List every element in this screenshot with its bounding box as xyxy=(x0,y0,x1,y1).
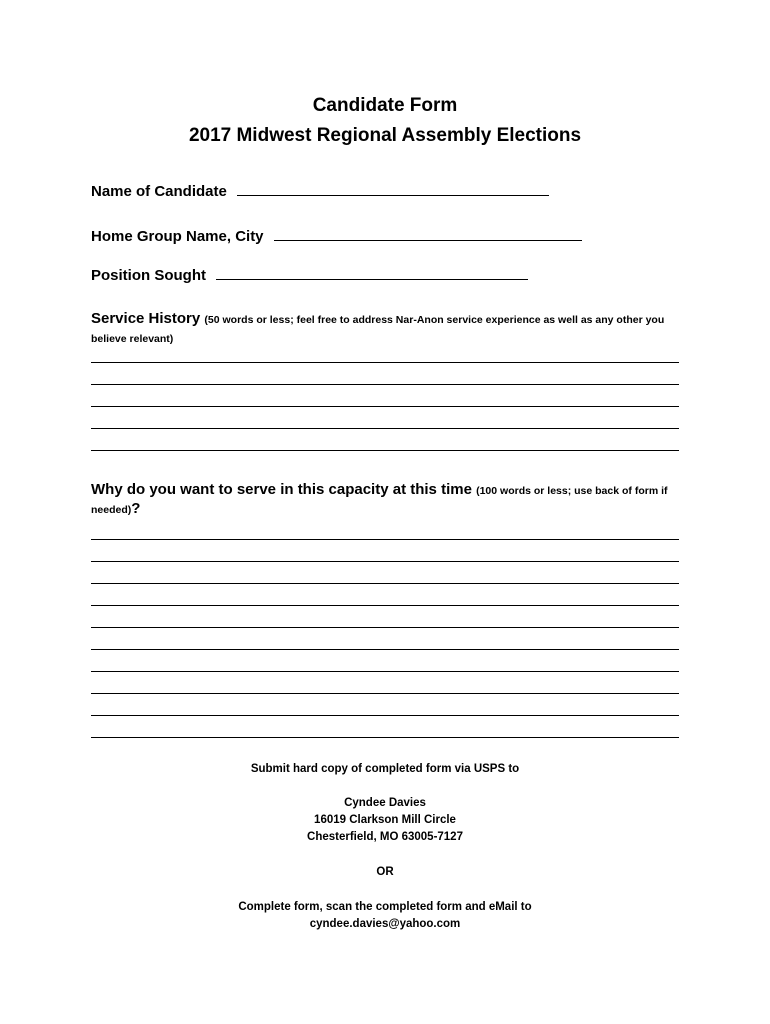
home-group-label: Home Group Name, City xyxy=(91,228,264,245)
why-serve-line[interactable] xyxy=(91,693,679,694)
service-history-line[interactable] xyxy=(91,362,679,363)
home-group-blank[interactable] xyxy=(274,226,582,241)
form-subtitle: 2017 Midwest Regional Assembly Elections xyxy=(188,125,582,146)
service-history-heading xyxy=(91,310,681,348)
why-serve-line[interactable] xyxy=(91,539,679,540)
home-group-field xyxy=(91,226,582,245)
position-sought-field xyxy=(91,265,528,284)
recipient-name: Cyndee Davies xyxy=(344,797,426,809)
why-serve-heading xyxy=(91,481,681,519)
service-history-note: (50 words or less; feel free to address Nar-Anon service experience as well as any other you believe relevant) xyxy=(91,314,665,345)
why-serve-line[interactable] xyxy=(91,671,679,672)
why-serve-line[interactable] xyxy=(91,627,679,628)
why-serve-line[interactable] xyxy=(91,561,679,562)
why-serve-question-mark: ? xyxy=(131,500,141,517)
why-serve-line[interactable] xyxy=(91,737,679,738)
service-history-line[interactable] xyxy=(91,450,679,451)
name-of-candidate-field xyxy=(91,181,549,200)
why-serve-line[interactable] xyxy=(91,649,679,650)
email-instructions: Complete form, scan the completed form and eMail to xyxy=(238,901,532,913)
service-history-line[interactable] xyxy=(91,428,679,429)
position-sought-label: Position Sought xyxy=(91,267,206,284)
service-history-line[interactable] xyxy=(91,384,679,385)
or-text: OR xyxy=(376,866,394,878)
why-serve-line[interactable] xyxy=(91,715,679,716)
submit-instructions: Submit hard copy of completed form via USPS to xyxy=(250,763,520,775)
address-line-1: 16019 Clarkson Mill Circle xyxy=(314,814,456,826)
why-serve-line[interactable] xyxy=(91,583,679,584)
name-of-candidate-blank[interactable] xyxy=(237,181,549,196)
why-serve-note: (100 words or less; use back of form if needed) xyxy=(91,485,668,516)
service-history-label: Service History xyxy=(91,310,201,327)
position-sought-blank[interactable] xyxy=(216,265,528,280)
why-serve-line[interactable] xyxy=(91,605,679,606)
email-address[interactable]: cyndee.davies@yahoo.com xyxy=(309,918,461,930)
form-title: Candidate Form xyxy=(312,95,458,116)
name-of-candidate-label: Name of Candidate xyxy=(91,183,227,200)
service-history-line[interactable] xyxy=(91,406,679,407)
why-serve-label: Why do you want to serve in this capacity at this time xyxy=(91,481,472,498)
address-line-2: Chesterfield, MO 63005-7127 xyxy=(307,831,463,843)
